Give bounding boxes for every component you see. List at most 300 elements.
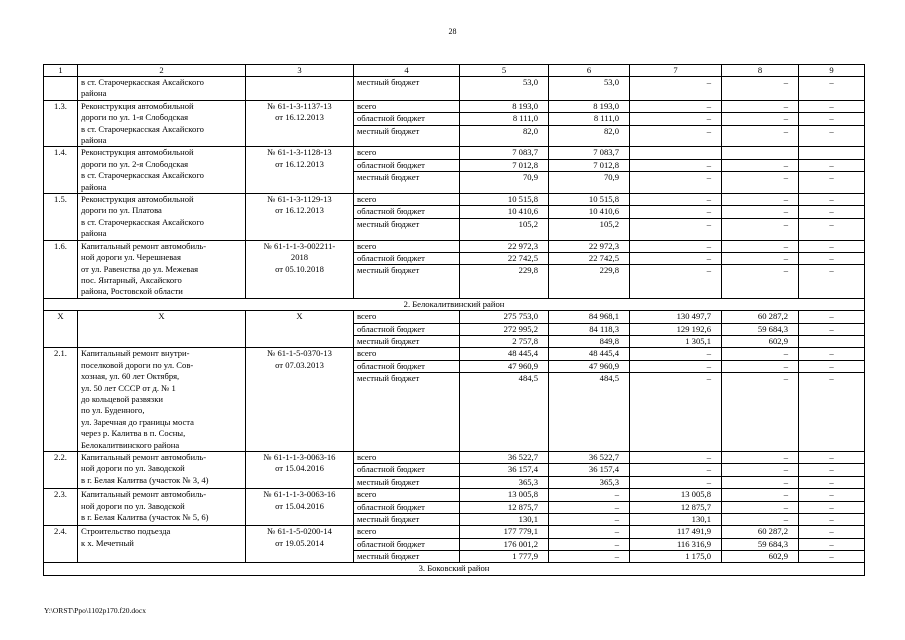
col5 (460, 194, 549, 241)
column-header: 1 (44, 65, 78, 77)
col7-list (633, 194, 718, 230)
document-ref-line: от 16.12.2013 (275, 158, 324, 169)
col8-value: 59 684,3 (722, 324, 798, 336)
col8-value: 602,9 (768, 335, 788, 346)
document-ref (246, 451, 354, 488)
section-row (44, 563, 865, 575)
col9-list (802, 348, 861, 384)
col5 (460, 100, 549, 147)
col9-value: – (829, 265, 834, 276)
col6-value: 7 012,8 (549, 160, 629, 172)
object-name-line: в ст. Старочеркасская Аксайского (81, 216, 204, 227)
col5-value: 484,5 (518, 373, 538, 384)
col6-value: 365,3 (599, 476, 619, 487)
col5-value: 7 083,7 (460, 147, 548, 159)
col6 (549, 451, 630, 488)
col7-list (633, 526, 718, 562)
col9 (799, 311, 865, 348)
object-name (78, 451, 246, 488)
col6-value: – (549, 539, 629, 551)
object-name-line: района, Ростовской области (81, 286, 183, 297)
budget-source-value: местный бюджет (357, 218, 420, 229)
col7-value: – (630, 253, 721, 265)
object-name-line: Капитальный ремонт автомобиль- (81, 451, 207, 462)
col6 (549, 240, 630, 298)
object-name-line: дороги по ул. 2-я Слободская (81, 158, 189, 169)
col8-value: – (722, 253, 798, 265)
row-number-line: 1.5. (54, 194, 67, 205)
object-name-line: района (81, 181, 107, 192)
col6-value: 53,0 (603, 77, 619, 87)
col9-value: – (799, 113, 864, 125)
col5-value: 13 005,8 (460, 489, 548, 501)
column-header: 4 (354, 65, 460, 77)
col8-list (725, 194, 795, 230)
col9-value: – (799, 348, 864, 360)
col5-value: 176 001,2 (460, 539, 548, 551)
col7-list (633, 348, 718, 384)
row-number-line: 1.4. (54, 147, 67, 158)
object-name-line: в ст. Старочеркасская Аксайского (81, 170, 204, 181)
col8-value: – (722, 489, 798, 501)
col8-value: – (783, 125, 788, 136)
col6-value: 105,2 (599, 218, 619, 229)
column-header: 9 (799, 65, 865, 77)
col8-value: – (722, 241, 798, 253)
object-name-line: Капитальный ремонт автомобиль- (81, 489, 207, 500)
col7-value: 130 497,7 (630, 311, 721, 323)
col5-value: 105,2 (518, 218, 538, 229)
table-row (44, 100, 865, 147)
col5 (460, 451, 549, 488)
col5-value: 177 779,1 (460, 526, 548, 538)
budget-source (354, 526, 460, 563)
col7 (630, 100, 722, 147)
col5-value: 130,1 (518, 513, 538, 524)
col7-value: – (630, 206, 721, 218)
budget-source-value: областной бюджет (354, 253, 459, 265)
table-row (44, 77, 865, 101)
col6-list (552, 101, 626, 137)
col5 (460, 147, 549, 194)
budget-source-list (357, 77, 456, 88)
col6-value: 47 960,9 (549, 361, 629, 373)
col7-list (633, 147, 718, 183)
col8-value: – (722, 348, 798, 360)
col6-value: 22 742,5 (549, 253, 629, 265)
col8-list (725, 348, 795, 384)
budget-source (354, 489, 460, 526)
col8 (722, 311, 799, 348)
object-name-line: Строительство подъезда (81, 526, 171, 537)
budget-source-value: всего (354, 489, 459, 501)
col9-list (802, 452, 861, 488)
table-row (44, 194, 865, 241)
object-name-line: в ст. Старочеркасская Аксайского (81, 77, 204, 87)
col7-value: 1 305,1 (685, 335, 711, 346)
col5-list (463, 101, 545, 137)
column-header: 2 (78, 65, 246, 77)
object-name-line: ной дороги ул. Черешневая (81, 252, 181, 263)
col7-value: – (630, 194, 721, 206)
budget-source (354, 100, 460, 147)
col8-value: – (722, 206, 798, 218)
document-ref-line: от 16.12.2013 (275, 205, 324, 216)
col5-list (463, 77, 545, 88)
object-name-line: поселковой дороги по ул. Сов- (81, 359, 194, 370)
col7-value: 13 005,8 (630, 489, 721, 501)
col9-value: – (799, 206, 864, 218)
row-number (44, 240, 78, 298)
col7-value: – (706, 172, 711, 183)
object-name-line: Капитальный ремонт внутри- (81, 348, 190, 359)
col7 (630, 526, 722, 563)
col7 (630, 311, 722, 348)
col6-value: – (549, 526, 629, 538)
object-name-line: к х. Мечетный (81, 537, 134, 548)
col7-value: – (630, 160, 721, 172)
col9-list (802, 101, 861, 137)
col5-value: 53,0 (522, 77, 538, 87)
budget-source-value: местный бюджет (357, 265, 420, 276)
budget-source-value: местный бюджет (357, 476, 420, 487)
col6-value: 84 968,1 (549, 311, 629, 323)
col5-value: 229,8 (518, 265, 538, 276)
col9-value: – (799, 502, 864, 514)
col5-value: 82,0 (522, 125, 538, 136)
col7-value: – (630, 361, 721, 373)
col6-value: – (549, 502, 629, 514)
col8-value: – (722, 464, 798, 476)
col5 (460, 311, 549, 348)
budget-source (354, 348, 460, 452)
col7-value: – (706, 77, 711, 87)
row-number-line: 2.4. (54, 526, 67, 537)
document-ref-line: 2018 (290, 252, 309, 263)
col9-value (799, 336, 864, 347)
document-ref-line: № 61-1-3-1137-13 (267, 100, 332, 111)
col7-value: 130,1 (691, 513, 711, 524)
col8-value: – (783, 373, 788, 384)
col9-value: – (799, 539, 864, 551)
budget-source (354, 451, 460, 488)
row-number (44, 77, 78, 101)
col8-value: – (783, 265, 788, 276)
col7-list (633, 101, 718, 137)
col9 (799, 489, 865, 526)
col8-value: – (722, 160, 798, 172)
col9-value: – (829, 77, 834, 87)
col6 (549, 526, 630, 563)
row-number-line: 2.3. (54, 489, 67, 500)
col5-value: 22 742,5 (460, 253, 548, 265)
col8 (722, 194, 799, 241)
document-ref-line: № 61-1-1-3-002211- (263, 240, 336, 251)
col7-value: – (630, 464, 721, 476)
col5-value: 365,3 (518, 476, 538, 487)
table-row (44, 451, 865, 488)
col8-value: – (722, 101, 798, 113)
col5-value: 70,9 (522, 172, 538, 183)
col7-value: – (706, 373, 711, 384)
col9-value: – (799, 324, 864, 336)
col7-value: – (630, 348, 721, 360)
col7-value: 129 192,6 (630, 324, 721, 336)
col8 (722, 526, 799, 563)
col7 (630, 489, 722, 526)
col6-value: 8 193,0 (549, 101, 629, 113)
col8 (722, 77, 799, 101)
table-row (44, 489, 865, 526)
col5-value: 275 753,0 (460, 311, 548, 323)
col7-value: – (630, 101, 721, 113)
col5-value: 47 960,9 (460, 361, 548, 373)
budget-source-value: областной бюджет (354, 502, 459, 514)
col8-list (725, 489, 795, 525)
object-name (78, 194, 246, 241)
document-ref (246, 147, 354, 194)
row-number-line: Х (57, 311, 64, 322)
object-name-line: ной дороги по ул. Заводской (81, 500, 185, 511)
col9-value: – (829, 218, 834, 229)
budget-source-value: областной бюджет (354, 324, 459, 336)
col5 (460, 489, 549, 526)
col5 (460, 348, 549, 452)
column-header: 6 (549, 65, 630, 77)
col7-value: – (706, 265, 711, 276)
col8-list (725, 526, 795, 562)
col9-value: – (799, 241, 864, 253)
col6-value: 849,8 (599, 335, 619, 346)
col6-value: 7 083,7 (549, 147, 629, 159)
col6-list (552, 147, 626, 183)
col5-value: 22 972,3 (460, 241, 548, 253)
budget-source (354, 147, 460, 194)
object-name-line: ул. 50 лет СССР от д. № 1 (81, 382, 176, 393)
object-name-line: района (81, 135, 107, 146)
document-ref-line: № 61-1-5-0370-13 (267, 348, 332, 359)
document-ref-line: № 61-1-5-0200-14 (267, 526, 332, 537)
document-ref-line: от 19.05.2014 (275, 537, 324, 548)
budget-source-value: местный бюджет (357, 77, 420, 87)
col6-value: – (614, 551, 619, 562)
section-row (44, 298, 865, 310)
document-ref-line: от 15.04.2016 (275, 463, 324, 474)
col8-value: – (783, 77, 788, 87)
col6-value: 229,8 (599, 265, 619, 276)
col6-list (552, 241, 626, 277)
document-ref-line: Х (296, 311, 303, 322)
col9-value: – (799, 101, 864, 113)
col9-value: – (829, 513, 834, 524)
col7 (630, 194, 722, 241)
budget-source-list (357, 101, 456, 137)
col5-list (463, 489, 545, 525)
col9-value: – (799, 160, 864, 172)
col9-value: – (799, 526, 864, 538)
row-number (44, 194, 78, 241)
budget-source-value: местный бюджет (357, 551, 420, 562)
object-name (78, 147, 246, 194)
budget-source-value: областной бюджет (354, 464, 459, 476)
col7-list (633, 452, 718, 488)
col7-list (633, 77, 718, 88)
col9-list (802, 77, 861, 88)
document-ref-line: № 61-1-1-3-0063-16 (263, 451, 336, 462)
object-name-line: района (81, 228, 107, 239)
row-number (44, 348, 78, 452)
col8-list (725, 452, 795, 488)
col8-value: 59 684,3 (722, 539, 798, 551)
budget-source-value: всего (354, 194, 459, 206)
budget-source-value: всего (354, 311, 459, 323)
col8 (722, 100, 799, 147)
document-ref-line: № 61-1-3-1128-13 (267, 147, 332, 158)
col8 (722, 348, 799, 452)
table-row (44, 526, 865, 563)
col6-value: 36 157,4 (549, 464, 629, 476)
object-name-line: ул. Заречная до границы моста (81, 416, 194, 427)
section-title: 3. Боковский район (44, 563, 865, 575)
object-name-line: Реконструкция автомобильной (81, 147, 194, 158)
col5-list (463, 194, 545, 230)
col5-list (463, 526, 545, 562)
budget-source-list (357, 241, 456, 277)
col9-value: – (799, 452, 864, 464)
object-name-line: от ул. Равенства до ул. Межевая (81, 263, 199, 274)
document-ref (246, 489, 354, 526)
row-number (44, 100, 78, 147)
row-number-line: 1.6. (54, 240, 67, 251)
col5-value: 2 757,8 (512, 335, 538, 346)
col5-list (463, 452, 545, 488)
col6-value: 484,5 (599, 373, 619, 384)
object-name (78, 348, 246, 452)
col5-value: 272 995,2 (460, 324, 548, 336)
document-ref-line: № 61-1-1-3-0063-16 (263, 489, 336, 500)
col6 (549, 147, 630, 194)
col6-list (552, 452, 626, 488)
col8-value: 602,9 (768, 551, 788, 562)
budget-source-list (357, 348, 456, 384)
col5-value: 12 875,7 (460, 502, 548, 514)
col9 (799, 451, 865, 488)
col9-list (802, 489, 861, 525)
budget-source-value: всего (354, 526, 459, 538)
object-name (78, 489, 246, 526)
budget-source-value: областной бюджет (354, 206, 459, 218)
col9-value: – (799, 464, 864, 476)
col5 (460, 77, 549, 101)
budget-source-list (357, 526, 456, 562)
budget-source-value: местный бюджет (357, 335, 420, 346)
col8 (722, 489, 799, 526)
document-ref (246, 100, 354, 147)
col9-value: – (799, 489, 864, 501)
col9 (799, 77, 865, 101)
col7-list (633, 489, 718, 525)
col9 (799, 526, 865, 563)
col5-value: 7 012,8 (460, 160, 548, 172)
document-ref (246, 77, 354, 101)
col5-list (463, 241, 545, 277)
row-number-line: 2.2. (54, 451, 67, 462)
row-number (44, 451, 78, 488)
object-name-line: дороги по ул. Платова (81, 205, 162, 216)
col9 (799, 100, 865, 147)
col5-value: 36 157,4 (460, 464, 548, 476)
object-name-line: Капитальный ремонт автомобиль- (81, 240, 207, 251)
col8-value: – (783, 476, 788, 487)
col5-value: 36 522,7 (460, 452, 548, 464)
col8-value: 60 287,2 (722, 526, 798, 538)
document-ref (246, 194, 354, 241)
document-ref-line: № 61-1-3-1129-13 (267, 194, 332, 205)
col7-value: – (706, 125, 711, 136)
document-ref-line: от 05.10.2018 (275, 263, 324, 274)
document-ref (246, 526, 354, 563)
col9-value (799, 147, 864, 159)
document-ref-line: от 07.03.2013 (275, 359, 324, 370)
col8-list (725, 311, 795, 347)
table-row (44, 240, 865, 298)
col9-value: – (829, 551, 834, 562)
document-ref (246, 311, 354, 348)
object-name (78, 240, 246, 298)
col8-value: – (722, 502, 798, 514)
object-name-line: в ст. Старочеркасская Аксайского (81, 123, 204, 134)
budget-source (354, 311, 460, 348)
file-path: Y:\ORST\Ppo\1102p170.f20.docx (44, 606, 146, 615)
column-header: 7 (630, 65, 722, 77)
col6-value: 48 445,4 (549, 348, 629, 360)
col6-list (552, 489, 626, 525)
col6-list (552, 194, 626, 230)
budget-source-list (357, 311, 456, 347)
col8-list (725, 241, 795, 277)
budget-source-list (357, 194, 456, 230)
col7-value: 12 875,7 (630, 502, 721, 514)
col9-value: – (799, 311, 864, 323)
col5 (460, 526, 549, 563)
budget-source-value: всего (354, 101, 459, 113)
budget-source (354, 194, 460, 241)
col6-value: 8 111,0 (549, 113, 629, 125)
col7-value: 117 491,9 (630, 526, 721, 538)
col5-value: 1 777,9 (512, 551, 538, 562)
object-name-line: в г. Белая Калитва (участок № 5, 6) (81, 511, 209, 522)
col7-value (630, 147, 721, 159)
object-name-line: Х (158, 311, 165, 322)
col7-value: – (706, 476, 711, 487)
col5-list (463, 348, 545, 384)
col6-value: – (614, 513, 619, 524)
col9-list (802, 526, 861, 562)
col9-value: – (799, 253, 864, 265)
col9-list (802, 147, 861, 183)
col7-list (633, 311, 718, 347)
row-number-line: 1.3. (54, 100, 67, 111)
col7 (630, 77, 722, 101)
col8-list (725, 77, 795, 88)
column-header: 8 (722, 65, 799, 77)
col9 (799, 194, 865, 241)
col9 (799, 147, 865, 194)
header-row (44, 65, 865, 77)
object-name-line: ной дороги по ул. Заводской (81, 463, 185, 474)
object-name-line: дороги по ул. 1-я Слободская (81, 112, 189, 123)
col6-value: 84 118,3 (549, 324, 629, 336)
